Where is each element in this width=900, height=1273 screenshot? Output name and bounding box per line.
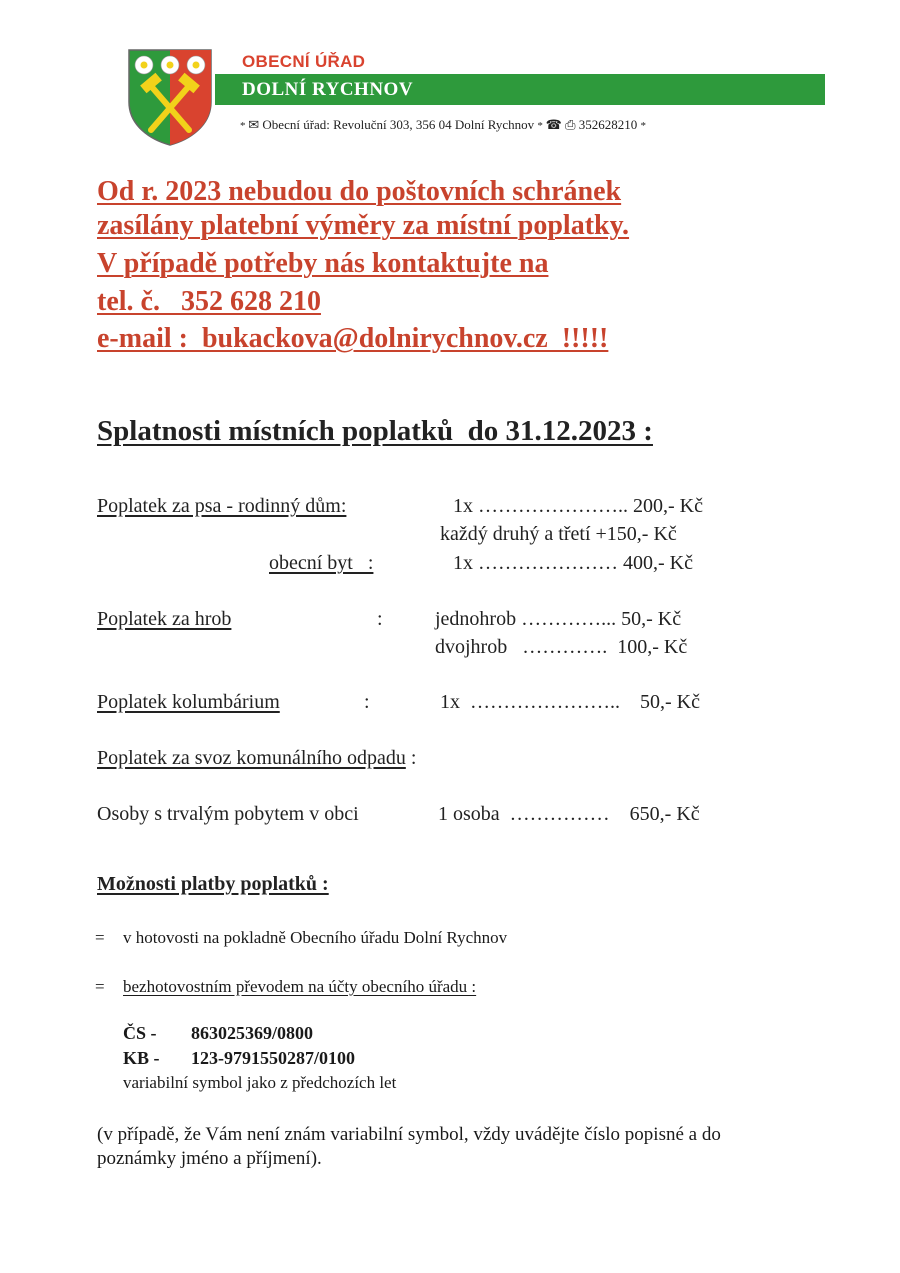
cs-bank-label: ČS - xyxy=(123,1023,157,1043)
dog-fee-extra: každý druhý a třetí +150,- Kč xyxy=(440,523,677,545)
payment-transfer: bezhotovostním převodem na účty obecního úřadu : xyxy=(123,977,477,996)
persons-value: 1 osoba …………… 650,- Kč xyxy=(438,803,700,825)
grave-fee-label: Poplatek za hrob xyxy=(97,608,232,630)
persons-label: Osoby s trvalým pobytem v obci xyxy=(97,803,359,825)
dog-fee-flat-label: obecní byt : xyxy=(269,552,374,574)
phone-icon: ☎ ⎙ xyxy=(545,117,576,132)
phone-number: 352628210 xyxy=(578,117,638,132)
waste-fee-label: Poplatek za svoz komunálního odpadu xyxy=(97,747,406,769)
notice-line-3: V případě potřeby nás kontaktujte na xyxy=(97,248,549,279)
grave-fee-double: dvojhrob …………. 100,- Kč xyxy=(435,636,688,658)
kb-bank-account: 123-9791550287/0100 xyxy=(191,1048,355,1068)
notice-line-1: Od r. 2023 nebudou do poštovních schránek xyxy=(97,176,622,207)
grave-fee-single: jednohrob …………... 50,- Kč xyxy=(435,608,682,630)
columbarium-fee-label: Poplatek kolumbárium xyxy=(97,691,280,713)
mail-icon: ✉ xyxy=(248,117,260,132)
office-name: DOLNÍ RYCHNOV xyxy=(242,79,414,100)
due-date-heading: Splatnosti místních poplatků do 31.12.2023 : xyxy=(97,415,653,447)
payment-cash: v hotovosti na pokladně Obecního úřadu Dolní Rychnov xyxy=(123,928,508,947)
dog-fee-flat: 1x ………………… 400,- Kč xyxy=(453,552,693,574)
grave-fee-colon: : xyxy=(377,608,383,630)
notice-line-2: zasílány platební výměry za místní poplatky. xyxy=(97,210,630,241)
variable-symbol-note: variabilní symbol jako z předchozích let xyxy=(123,1073,397,1092)
notice-phone: tel. č. 352 628 210 xyxy=(97,286,321,317)
columbarium-fee-value: 1x ………………….. 50,- Kč xyxy=(440,691,700,713)
columbarium-fee-colon: : xyxy=(364,691,370,713)
municipal-coat-of-arms xyxy=(127,48,213,146)
dog-fee-house: 1x ………………….. 200,- Kč xyxy=(453,495,703,517)
address-line: * ✉ Obecní úřad: Revoluční 303, 356 04 Dolní Rychnov * ☎ ⎙ 352628210 * xyxy=(240,117,646,132)
payment-bullet-transfer: = xyxy=(95,977,105,996)
office-label: OBECNÍ ÚŘAD xyxy=(242,52,366,71)
footer-note-line-2: poznámky jméno a příjmení). xyxy=(97,1148,322,1169)
kb-bank-label: KB - xyxy=(123,1048,160,1068)
notice-email: e-mail : bukackova@dolnirychnov.cz !!!!! xyxy=(97,323,609,354)
waste-fee-row xyxy=(97,747,416,770)
cs-bank-account: 863025369/0800 xyxy=(191,1023,314,1043)
waste-fee-colon: : xyxy=(410,747,417,769)
footer-note-line-1: (v případě, že Vám není znám variabilní symbol, vždy uvádějte číslo popisné a do xyxy=(97,1124,721,1145)
payment-bullet-cash: = xyxy=(95,928,105,947)
payment-heading: Možnosti platby poplatků : xyxy=(97,873,329,895)
address-text: Obecní úřad: Revoluční 303, 356 04 Dolní Rychnov xyxy=(262,117,535,132)
dog-fee-label: Poplatek za psa - rodinný dům: xyxy=(97,495,347,517)
